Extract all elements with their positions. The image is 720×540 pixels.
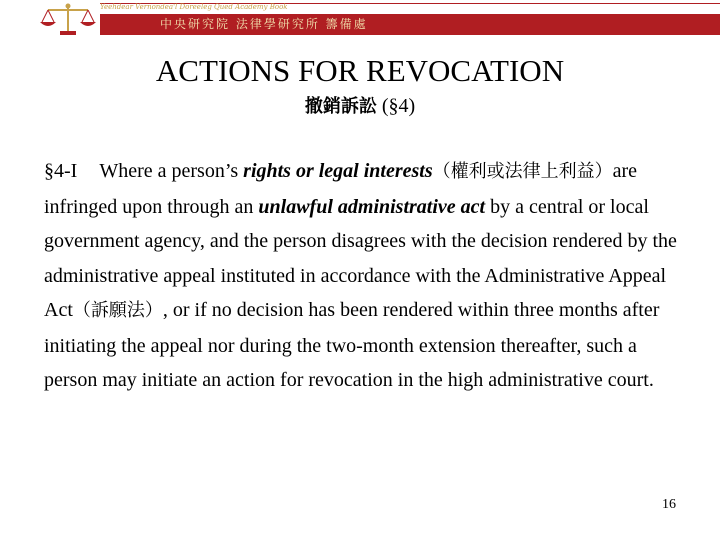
paragraph-text-2: are infringed upon through an [44, 160, 638, 218]
scales-of-justice-logo-icon [38, 2, 100, 38]
subtitle-section-ref: (§4) [381, 95, 416, 117]
paragraph-text-3: by a central or local government agency, and the person disagrees with the decision rendered by the administrative appeal instituted in accordance with the Administrative Appeal Act [44, 195, 677, 321]
slide-title: ACTIONS FOR REVOCATION [155, 53, 565, 88]
subtitle-chinese: 撤銷訴訟 [304, 96, 377, 117]
paragraph-text-1: Where a person’s [99, 160, 244, 182]
page-number: 16 [662, 497, 676, 512]
paragraph-text-4: , or if no decision has been rendered within three months after initiating the appeal nor during the two-month extension thereafter, such a person may initiate an action for revocation in the high administrative court. [44, 299, 660, 391]
header-band [0, 0, 720, 36]
section-label: §4-I [44, 160, 78, 182]
header-english-motto: Yeehdear Vernondea'l Doreeleg Qued Academy Book [100, 3, 288, 11]
chinese-gloss-rights: （權利或法律上利益） [432, 161, 613, 182]
slide-subtitle [0, 92, 720, 121]
header-institution-name: 中央研究院 法律學研究所 籌備處 [160, 17, 368, 31]
statute-paragraph [44, 154, 680, 398]
emphasis-unlawful-act: unlawful administrative act [258, 195, 486, 218]
emphasis-rights-interests: rights or legal interests [243, 160, 433, 182]
chinese-gloss-appeal-act: （訴願法） [72, 300, 163, 321]
